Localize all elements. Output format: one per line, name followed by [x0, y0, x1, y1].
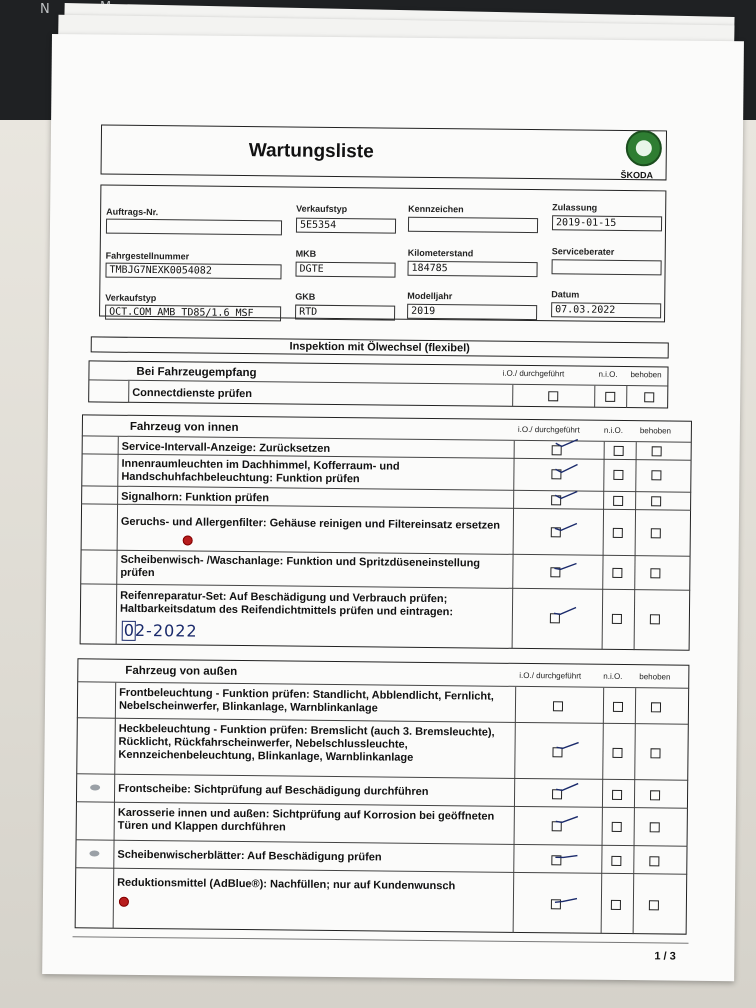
- handwritten-check-mark: [554, 813, 580, 823]
- item-text: Scheibenwisch- /Waschanlage: Funktion und Spritzdüseneinstellung prüfen: [120, 553, 481, 580]
- checkbox-nio[interactable]: [612, 614, 622, 624]
- checkbox-io[interactable]: [553, 701, 563, 711]
- footer-rule: [73, 936, 689, 943]
- checkbox-nio[interactable]: [605, 392, 615, 402]
- auftrags-nr-label: Auftrags-Nr.: [106, 206, 159, 218]
- col-nio-header: n.i.O.: [603, 425, 624, 436]
- fahrgestellnummer-label: Fahrgestellnummer: [105, 250, 190, 262]
- handwritten-date: 02-2022: [123, 620, 198, 641]
- checkbox-nio[interactable]: [613, 528, 623, 538]
- gkb-label: GKB: [295, 291, 316, 302]
- datum-label: Datum: [551, 289, 580, 300]
- col-io-header: i.O./ durchgeführt: [517, 424, 580, 435]
- section-title-empfang: Bei Fahrzeugempfang: [136, 365, 257, 380]
- checkbox-nio[interactable]: [614, 446, 624, 456]
- checkbox-behoben[interactable]: [651, 702, 661, 712]
- item-text: Karosserie innen und außen: Sichtprüfung auf Korrosion bei geöffneten Türen und Klappen durchführen: [117, 806, 495, 834]
- handwritten-check-mark: [555, 739, 581, 749]
- verkaufstyp-2-label: Verkaufstyp: [105, 292, 157, 304]
- checkbox-nio[interactable]: [613, 470, 623, 480]
- checkbox-nio[interactable]: [612, 790, 622, 800]
- checkbox-nio[interactable]: [612, 748, 622, 758]
- inspection-title: Inspektion mit Ölwechsel (flexibel): [91, 336, 669, 358]
- item-text: Frontscheibe: Sichtprüfung auf Beschädigung durchführen: [118, 782, 429, 798]
- checkbox-nio[interactable]: [613, 496, 623, 506]
- checkbox-behoben[interactable]: [651, 470, 661, 480]
- item-text: Signalhorn: Funktion prüfen: [121, 490, 270, 505]
- handwritten-check-mark: [554, 437, 580, 447]
- handwritten-check-mark: [553, 849, 579, 859]
- section-title-aussen: Fahrzeug von außen: [125, 664, 238, 678]
- item-text: Reduktionsmittel (AdBlue®): Nachfüllen; nur auf Kundenwunsch: [117, 876, 456, 893]
- handwritten-check-mark: [553, 463, 579, 473]
- checkbox-behoben[interactable]: [650, 568, 660, 578]
- red-marker-icon: [119, 897, 129, 907]
- col-behoben-header: behoben: [630, 370, 662, 380]
- checkbox-behoben[interactable]: [649, 900, 659, 910]
- item-text: Heckbeleuchtung - Funktion prüfen: Bremslicht (auch 3. Bremsleuchte), Rücklicht, Rückfahrscheinwerfer, Nebelschlussleuchte, Kennzeichenbeleuchtung, Blinkanlage, Warnblinkanlage: [118, 722, 495, 764]
- verkaufstyp-label: Verkaufstyp: [296, 203, 348, 215]
- handwritten-check-mark: [553, 521, 579, 531]
- item-text: Scheibenwischerblätter: Auf Beschädigung prüfen: [117, 848, 382, 864]
- page-number: 1 / 3: [654, 950, 676, 963]
- checkbox-nio[interactable]: [611, 856, 621, 866]
- kilometerstand-label: Kilometerstand: [407, 247, 474, 259]
- checkbox-behoben[interactable]: [651, 496, 661, 506]
- verkaufstyp-2-field: OCT.COM AMB TD85/1.6 MSF: [105, 305, 281, 322]
- checkbox-behoben[interactable]: [650, 748, 660, 758]
- item-text: Frontbeleuchtung - Funktion prüfen: Standlicht, Abblendlicht, Fernlicht, Nebelscheinwerfer, Blinkanlage, Warnblinkanlage: [118, 686, 494, 715]
- modelljahr-label: Modelljahr: [407, 290, 453, 302]
- checkbox-behoben[interactable]: [652, 446, 662, 456]
- kilometerstand-field: 184785: [407, 261, 537, 277]
- handwritten-check-mark: [553, 893, 579, 903]
- checkbox-behoben[interactable]: [650, 790, 660, 800]
- verkaufstyp-field: 5E5354: [296, 218, 396, 234]
- col-behoben-header: behoben: [639, 426, 672, 436]
- checkbox-behoben[interactable]: [644, 392, 654, 402]
- checkbox-nio[interactable]: [612, 568, 622, 578]
- modelljahr-field: 2019: [407, 304, 537, 320]
- item-text: Service-Intervall-Anzeige: Zurücksetzen: [121, 440, 331, 455]
- section-title-innen: Fahrzeug von innen: [129, 420, 239, 434]
- checkbox-nio[interactable]: [612, 822, 622, 832]
- kennzeichen-field: [408, 217, 538, 233]
- page-title: Wartungsliste: [248, 140, 374, 163]
- datum-field: 07.03.2022: [551, 302, 661, 318]
- gkb-field: RTD: [295, 305, 395, 321]
- handwritten-check-mark: [552, 605, 578, 615]
- auftrags-nr-field: [106, 219, 282, 236]
- mkb-label: MKB: [295, 248, 317, 259]
- fahrgestellnummer-field: TMBJG7NEXK0054082: [105, 263, 281, 280]
- col-nio-header: n.i.O.: [598, 369, 618, 379]
- zulassung-field: 2019-01-15: [552, 215, 662, 231]
- handwritten-check-mark: [554, 781, 580, 791]
- mkb-field: DGTE: [295, 262, 395, 278]
- title-box: [101, 125, 667, 181]
- brand-name: ŠKODA: [620, 169, 654, 181]
- checkbox-nio[interactable]: [613, 702, 623, 712]
- eye-icon: [89, 850, 99, 856]
- checkbox-behoben[interactable]: [649, 856, 659, 866]
- eye-icon: [90, 784, 100, 790]
- serviceberater-field: [552, 259, 662, 275]
- col-nio-header: n.i.O.: [603, 671, 623, 682]
- item-text: Connectdienste prüfen: [132, 386, 253, 401]
- kennzeichen-label: Kennzeichen: [408, 203, 464, 215]
- checkbox-behoben[interactable]: [650, 614, 660, 624]
- item-text: Reifenreparatur-Set: Auf Beschädigung und Verbrauch prüfen; Haltbarkeitsdatum des Reifendichtmittels prüfen und eintragen:: [119, 589, 454, 619]
- checkbox-behoben[interactable]: [650, 822, 660, 832]
- zulassung-label: Zulassung: [552, 202, 598, 213]
- checkbox-behoben[interactable]: [651, 528, 661, 538]
- keyboard-key-n: N: [40, 2, 50, 17]
- skoda-logo: [626, 130, 662, 166]
- red-marker-icon: [183, 535, 193, 545]
- col-behoben-header: behoben: [639, 672, 671, 682]
- col-io-header: i.O./ durchgeführt: [502, 368, 565, 379]
- maintenance-sheet: [42, 34, 744, 981]
- serviceberater-label: Serviceberater: [551, 246, 615, 257]
- handwritten-check-mark: [552, 561, 578, 571]
- col-io-header: i.O./ durchgeführt: [519, 670, 582, 681]
- item-text: Geruchs- und Allergenfilter: Gehäuse reinigen und Filtereinsatz ersetzen: [120, 515, 501, 532]
- handwritten-check-mark: [553, 489, 579, 499]
- checkbox-nio[interactable]: [611, 900, 621, 910]
- item-text: Innenraumleuchten im Dachhimmel, Kofferraum- und Handschuhfachbeleuchtung: Funktion prüfen: [121, 457, 400, 486]
- checkbox-io[interactable]: [548, 391, 558, 401]
